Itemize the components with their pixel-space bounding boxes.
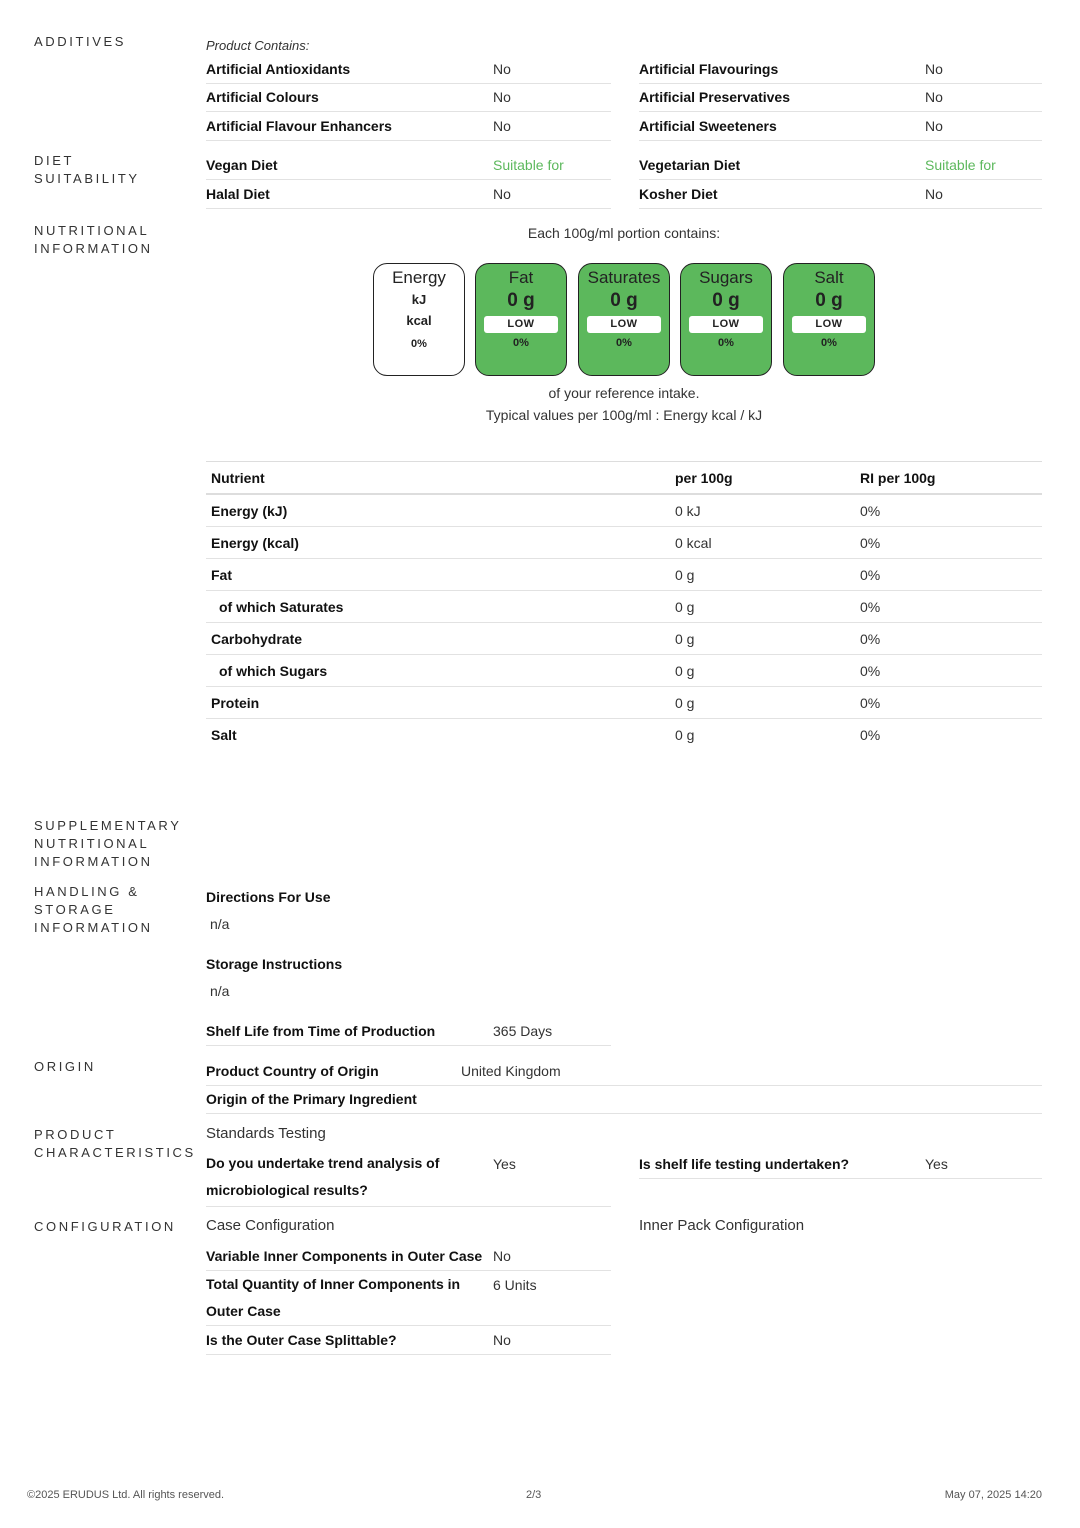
footer-date: May 07, 2025 14:20 — [944, 1489, 1042, 1501]
section-label-origin: ORIGIN — [34, 1059, 96, 1074]
additives-intro: Product Contains: — [206, 38, 310, 53]
additive-row: Artificial Preservatives No — [639, 83, 1042, 112]
gda-saturates-box: Saturates 0 g LOW 0% — [578, 263, 670, 376]
section-label-product: PRODUCT CHARACTERISTICS — [34, 1127, 196, 1160]
storage-label: Storage Instructions — [206, 956, 343, 972]
section-label-diet: DIET SUITABILITY — [34, 153, 140, 186]
footer-page-number: 2/3 — [526, 1489, 542, 1501]
trend-analysis-label: Do you undertake trend analysis of microbiological results? — [206, 1155, 440, 1198]
table-row: of which Sugars 0 g 0% — [206, 655, 1042, 687]
footer-copyright: ©2025 ERUDUS Ltd. All rights reserved. — [27, 1489, 225, 1501]
additive-row: Artificial Sweeteners No — [639, 112, 1042, 141]
section-label-handling: HANDLING & STORAGE INFORMATION — [34, 884, 153, 935]
table-row: Protein 0 g 0% — [206, 687, 1042, 719]
inner-pack-configuration-heading: Inner Pack Configuration — [639, 1217, 805, 1234]
table-row: Carbohydrate 0 g 0% — [206, 623, 1042, 655]
gda-fat-box: Fat 0 g LOW 0% — [475, 263, 567, 376]
origin-primary-row: Origin of the Primary Ingredient — [206, 1085, 1042, 1114]
total-quantity-row: Total Quantity of Inner Components in Outer Case 6 Units — [206, 1271, 611, 1326]
additive-row: Artificial Antioxidants No — [206, 55, 611, 84]
directions-value: n/a — [210, 916, 230, 932]
storage-value: n/a — [210, 983, 230, 999]
additive-row: Artificial Flavourings No — [639, 55, 1042, 84]
diet-row-vegetarian: Vegetarian Diet Suitable for — [639, 151, 1042, 180]
section-label-supplementary: SUPPLEMENTARY NUTRITIONAL INFORMATION — [34, 818, 182, 869]
typical-values-text: Typical values per 100g/ml : Energy kcal / kJ — [485, 407, 763, 423]
table-row: Energy (kJ) 0 kJ 0% — [206, 495, 1042, 527]
diet-row-halal: Halal Diet No — [206, 180, 611, 209]
gda-energy-box: Energy kJ kcal 0% — [373, 263, 465, 376]
shelf-life-row: Shelf Life from Time of Production 365 Days — [206, 1017, 611, 1046]
diet-row-kosher: Kosher Diet No — [639, 180, 1042, 209]
additive-row: Artificial Colours No — [206, 83, 611, 112]
origin-country-row: Product Country of Origin United Kingdom — [206, 1057, 1042, 1086]
nutrient-table — [206, 461, 1042, 750]
low-badge: LOW — [689, 316, 763, 333]
directions-label: Directions For Use — [206, 889, 331, 905]
section-label-configuration: CONFIGURATION — [34, 1219, 176, 1234]
case-configuration-heading: Case Configuration — [206, 1217, 335, 1234]
portion-text: Each 100g/ml portion contains: — [527, 225, 721, 241]
standards-testing-heading: Standards Testing — [206, 1125, 326, 1142]
low-badge: LOW — [792, 316, 866, 333]
splittable-row: Is the Outer Case Splittable? No — [206, 1326, 611, 1355]
trend-analysis-row: Do you undertake trend analysis of microbiological results? Yes — [206, 1150, 611, 1207]
gda-sugars-box: Sugars 0 g LOW 0% — [680, 263, 772, 376]
reference-text: of your reference intake. — [548, 385, 700, 401]
diet-row-vegan: Vegan Diet Suitable for — [206, 151, 611, 180]
shelf-test-row: Is shelf life testing undertaken? Yes — [639, 1150, 1042, 1179]
section-label-additives: ADDITIVES — [34, 34, 127, 49]
additive-row: Artificial Flavour Enhancers No — [206, 112, 611, 141]
low-badge: LOW — [484, 316, 558, 333]
total-quantity-label: Total Quantity of Inner Components in Outer Case — [206, 1276, 461, 1319]
table-row: of which Saturates 0 g 0% — [206, 591, 1042, 623]
section-label-nutrition: NUTRITIONAL INFORMATION — [34, 223, 153, 256]
table-row: Fat 0 g 0% — [206, 559, 1042, 591]
table-row: Energy (kcal) 0 kcal 0% — [206, 527, 1042, 559]
variable-inner-row: Variable Inner Components in Outer Case No — [206, 1242, 611, 1271]
table-header-row: Nutrient per 100g RI per 100g — [206, 462, 1042, 495]
gda-salt-box: Salt 0 g LOW 0% — [783, 263, 875, 376]
low-badge: LOW — [587, 316, 661, 333]
table-row: Salt 0 g 0% — [211, 727, 881, 743]
